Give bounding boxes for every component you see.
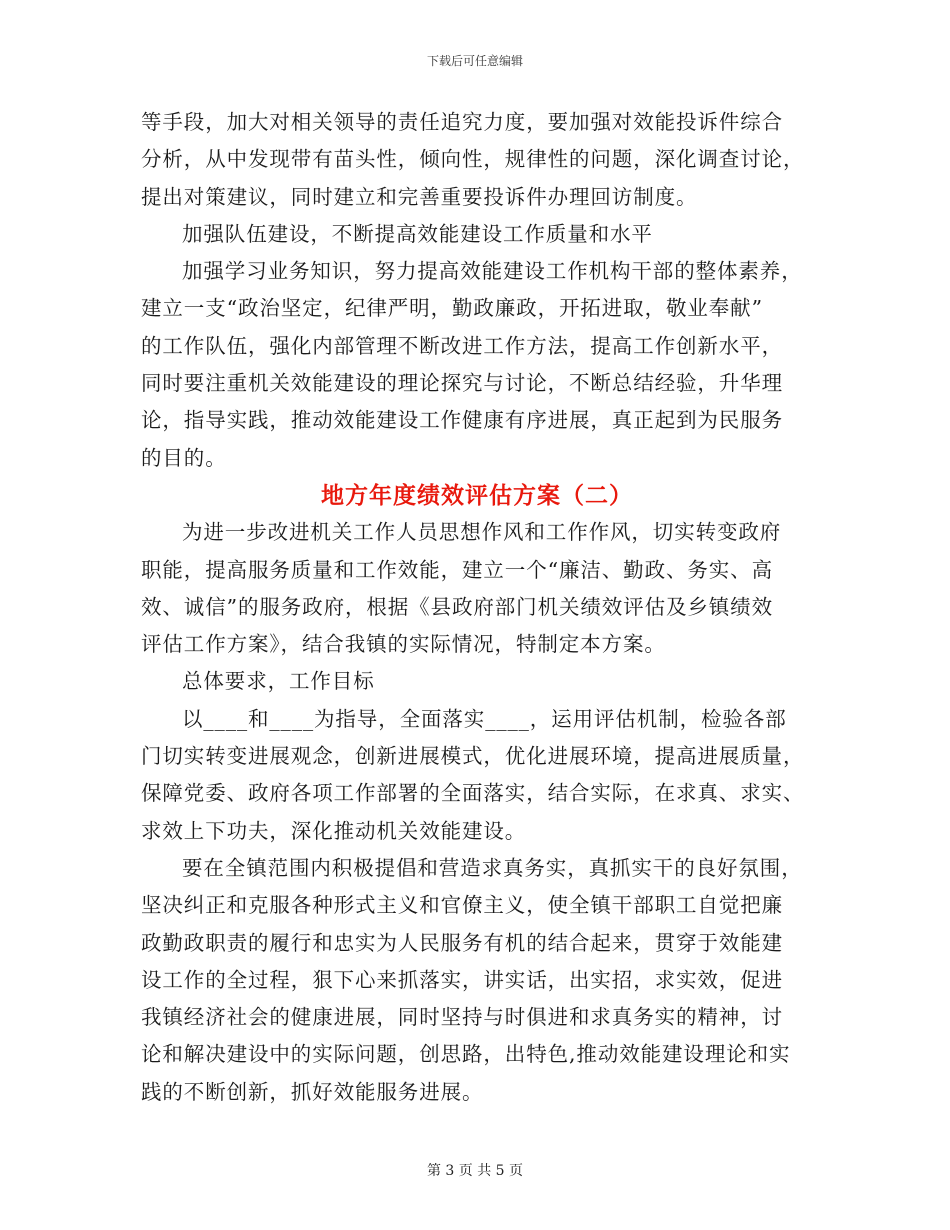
body-line: 设工作的全过程，狠下心来抓落实，讲实话，出实招，求实效，促进: [141, 967, 783, 992]
body-line: 要在全镇范围内积极提倡和营造求真务实，真抓实干的良好氛围，: [182, 855, 803, 880]
body-line: 同时要注重机关效能建设的理论探究与讨论，不断总结经验，升华理: [141, 371, 783, 396]
body-line: 门切实转变进展观念，创新进展模式，优化进展环境，提高进展质量，: [141, 744, 805, 769]
body-line: 为进一步改进机关工作人员思想作风和工作作风，切实转变政府: [182, 520, 782, 545]
section-heading: 加强队伍建设，不断提高效能建设工作质量和水平: [182, 221, 653, 246]
body-line: 提出对策建议，同时建立和完善重要投诉件办理回访制度。: [141, 184, 698, 209]
document-body: [141, 104, 813, 1111]
body-line: 职能，提高服务质量和工作效能，建立一个“廉洁、勤政、务实、高: [141, 557, 773, 582]
body-line: 以____和____为指导，全面落实____，运用评估机制，检验各部: [182, 706, 787, 731]
body-line: 保障党委、政府各项工作部署的全面落实，结合实际，在求真、求实、: [141, 781, 805, 806]
body-line: 我镇经济社会的健康进展，同时坚持与时俱进和求真务实的精神，讨: [141, 1005, 783, 1030]
body-line: 政勤政职责的履行和忠实为人民服务有机的结合起来，贯穿于效能建: [141, 930, 783, 955]
body-line: 评估工作方案》，结合我镇的实际情况，特制定本方案。: [141, 632, 666, 657]
section-heading: 总体要求，工作目标: [182, 669, 375, 694]
header-note: 下载后可任意编辑: [426, 54, 523, 68]
document-title: 地方年度绩效评估方案（二）: [321, 481, 633, 509]
body-line: 坚决纠正和克服各种形式主义和官僚主义，使全镇干部职工自觉把廉: [141, 893, 783, 918]
body-line: 论和解决建设中的实际问题，创思路，出特色,推动效能建设理论和实: [141, 1042, 791, 1067]
body-line: 的目的。: [141, 445, 227, 470]
body-line: 建立一支“政治坚定，纪律严明，勤政廉政，开拓进取，敬业奉献”: [141, 296, 763, 321]
body-line: 效、诚信”的服务政府，根据《县政府部门机关绩效评估及乡镇绩效: [141, 594, 773, 619]
body-line: 等手段，加大对相关领导的责任追究力度，要加强对效能投诉件综合: [141, 110, 783, 134]
body-line: 的工作队伍，强化内部管理不断改进工作方法，提高工作创新水平，: [141, 333, 783, 358]
body-line: 求效上下功夫，深化推动机关效能建设。: [141, 818, 527, 843]
page-number: 第 3 页 共 5 页: [426, 1163, 524, 1179]
body-line: 加强学习业务知识，努力提高效能建设工作机构干部的整体素养，: [182, 259, 803, 284]
body-line: 分析，从中发现带有苗头性，倾向性，规律性的问题，深化调查讨论，: [141, 147, 805, 172]
body-line: 论，指导实践，推动效能建设工作健康有序进展，真正起到为民服务: [141, 408, 783, 433]
body-line: 践的不断创新，抓好效能服务进展。: [141, 1079, 484, 1104]
